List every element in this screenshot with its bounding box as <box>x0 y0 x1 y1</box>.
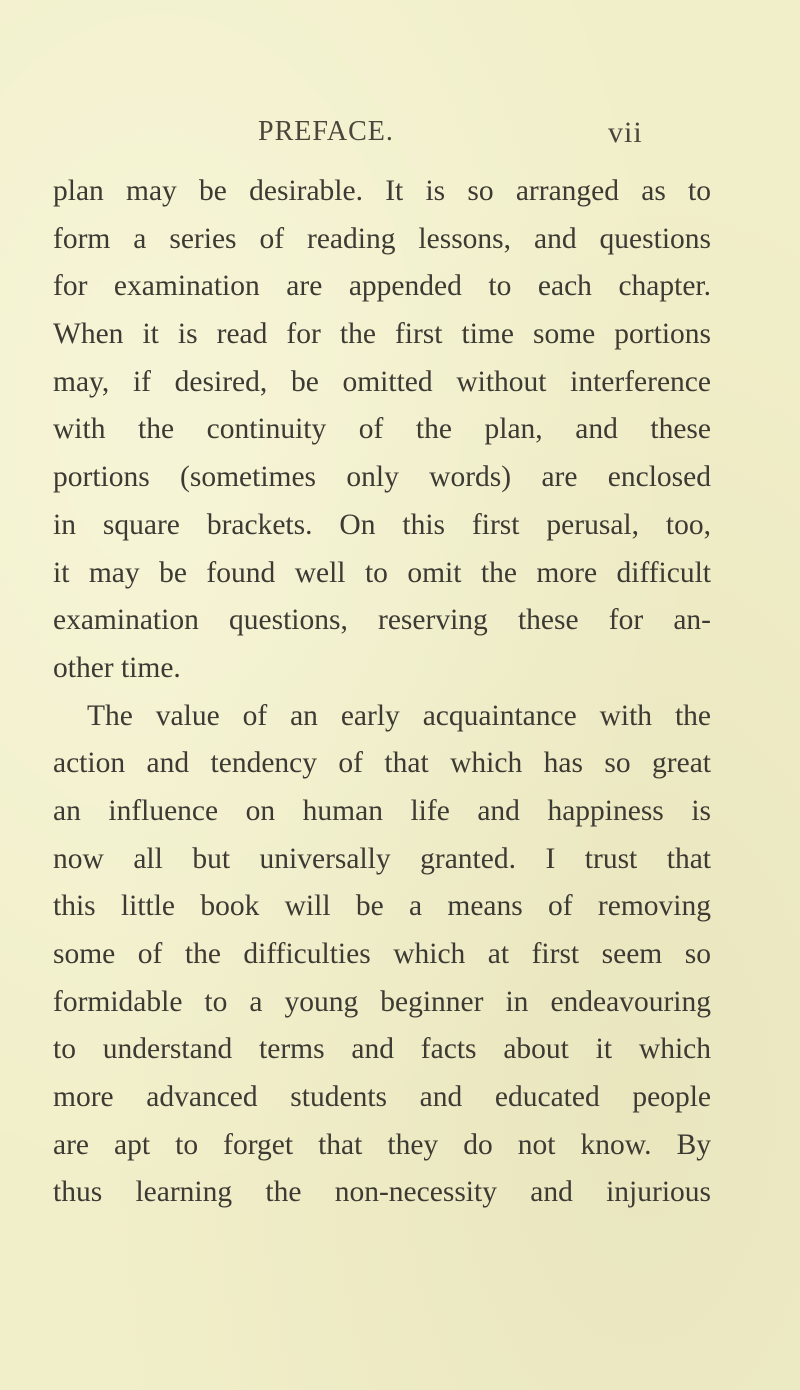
text-line: now all but universally granted. I trust that <box>53 842 711 875</box>
text-line: it may be found well to omit the more difficult <box>53 556 711 589</box>
text-line: thus learning the non-necessity and injurious <box>53 1176 711 1209</box>
text-line: to understand terms and facts about it which <box>53 1033 711 1066</box>
text-line: other time. <box>53 651 181 684</box>
text-line: The value of an early acquaintance with the <box>87 699 711 732</box>
text-line: formidable to a young beginner in endeavouring <box>53 985 711 1018</box>
body-text <box>53 168 711 1217</box>
page-number: vii <box>608 116 643 149</box>
text-line: examination questions, reserving these for an- <box>53 604 711 637</box>
text-line: some of the difficulties which at first seem so <box>53 938 711 970</box>
running-title: PREFACE. <box>258 116 394 147</box>
text-line: an influence on human life and happiness is <box>53 794 711 827</box>
text-line: portions (sometimes only words) are enclosed <box>53 461 711 494</box>
text-line: plan may be desirable. It is so arranged as to <box>53 175 711 207</box>
text-line: may, if desired, be omitted without interference <box>53 365 711 398</box>
text-line: When it is read for the first time some portions <box>53 318 711 351</box>
text-line: for examination are appended to each chapter. <box>53 270 711 303</box>
running-head <box>0 116 800 156</box>
text-line: are apt to forget that they do not know. By <box>53 1128 711 1161</box>
text-line: in square brackets. On this first perusal, too, <box>53 508 711 541</box>
text-line: more advanced students and educated people <box>53 1081 711 1114</box>
text-line: form a series of reading lessons, and questions <box>53 222 711 255</box>
text-line: with the continuity of the plan, and these <box>53 413 711 446</box>
text-line: action and tendency of that which has so great <box>53 747 711 780</box>
text-line: this little book will be a means of removing <box>53 890 711 923</box>
